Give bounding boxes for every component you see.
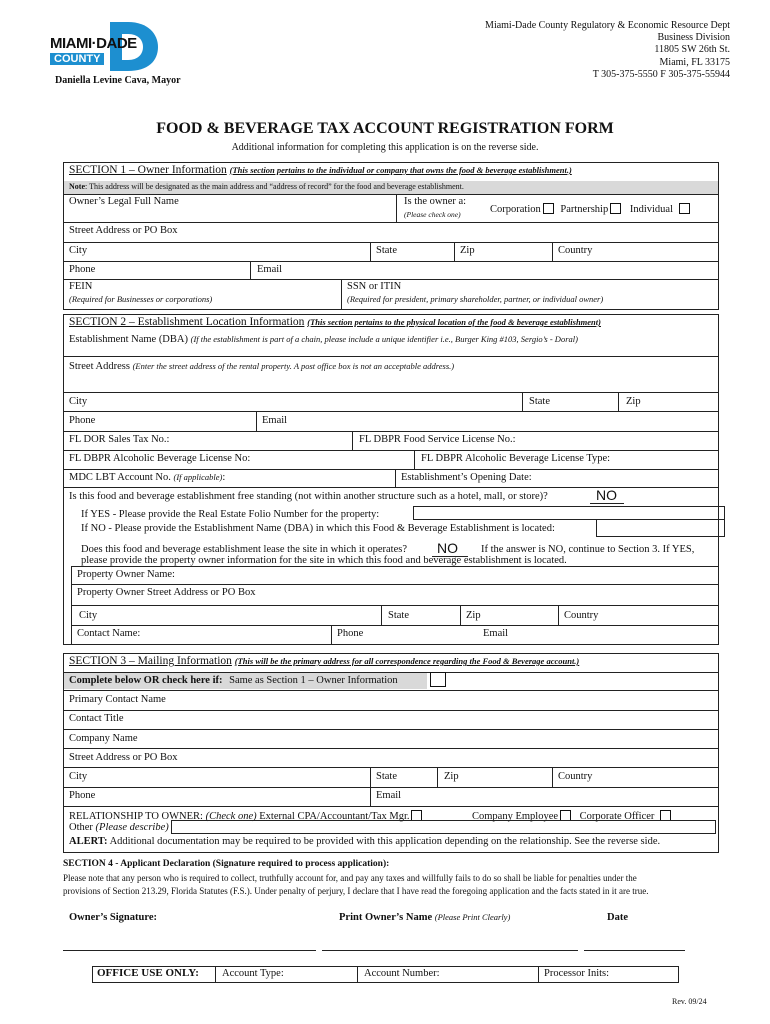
account-number-field[interactable]: Account Number: [364, 968, 440, 979]
same-as-section1 [69, 675, 398, 686]
logo-text-top: MIAMI·DADE [50, 35, 137, 52]
print-name-line[interactable] [322, 950, 578, 951]
lbt-note: (If applicable) [173, 472, 223, 482]
note-text: : This address will be designated as the main address and “address of record” for the food and beverage establishment. [85, 182, 464, 191]
section2-heading-note: (This section pertains to the physical location of the food & beverage establishment) [307, 317, 601, 327]
other-describe-note: (Please describe) [95, 822, 169, 833]
relationship-label: RELATIONSHIP TO OWNER: [69, 811, 203, 822]
processor-inits-field[interactable]: Processor Inits: [544, 968, 610, 979]
individual-checkbox[interactable] [679, 203, 690, 214]
owner-type-options [490, 203, 690, 215]
officer-label: Corporate Officer [579, 811, 655, 822]
office-use-label: OFFICE USE ONLY: [97, 967, 199, 979]
property-owner-country-field[interactable]: Country [564, 610, 599, 621]
owner-country-field[interactable]: Country [558, 245, 593, 256]
lbt-label: MDC LBT Account No. [69, 472, 171, 483]
section3-heading-text: SECTION 3 – Mailing Information [69, 655, 232, 667]
property-owner-city-field[interactable]: City [79, 610, 98, 621]
mailing-country-field[interactable]: Country [558, 771, 593, 782]
owner-type-label: Is the owner a: [404, 196, 467, 207]
section4-text-1: Please note that any person who is required to collect, truthfully account for, and pay any taxes and willfully fails to do so shall be liable for penalties under the [63, 873, 637, 883]
if-no-dba-label: If NO - Please provide the Establishment Name (DBA) in which this Food & Beverage Establishment is located: [81, 523, 555, 534]
owner-email-field[interactable]: Email [257, 264, 283, 275]
property-owner-zip-field[interactable]: Zip [466, 610, 481, 621]
owner-state-field[interactable]: State [376, 245, 397, 256]
other-label: Other [69, 822, 93, 833]
est-street-note: (Enter the street address of the rental property. A post office box is not an acceptable address.) [132, 361, 455, 371]
account-type-field[interactable]: Account Type: [222, 968, 284, 979]
section2-heading [69, 316, 601, 328]
opening-date-field[interactable]: Establishment’s Opening Date: [401, 472, 532, 483]
logo-text-bottom: COUNTY [50, 53, 104, 65]
property-phone-field[interactable]: Phone [337, 628, 364, 639]
property-owner-state-field[interactable]: State [388, 610, 409, 621]
company-name-field[interactable]: Company Name [69, 733, 138, 744]
est-email-field[interactable]: Email [262, 415, 288, 426]
mailing-street-field[interactable]: Street Address or PO Box [69, 752, 178, 763]
dbpr-food-field[interactable]: FL DBPR Food Service License No.: [359, 434, 516, 445]
mailing-email-field[interactable]: Email [376, 790, 402, 801]
mailing-zip-field[interactable]: Zip [444, 771, 459, 782]
revision-label: Rev. 09/24 [672, 997, 707, 1006]
contact-title-field[interactable]: Contact Title [69, 713, 124, 724]
form-title: FOOD & BEVERAGE TAX ACCOUNT REGISTRATION FORM [156, 120, 614, 137]
mailing-city-field[interactable]: City [69, 771, 88, 782]
address-line: Miami-Dade County Regulatory & Economic Resource Dept [485, 20, 730, 31]
department-address [485, 20, 730, 81]
section3-heading [69, 655, 579, 667]
lbt-colon: : [222, 472, 226, 483]
ssn-note: (Required for president, primary shareholder, partner, or individual owner) [347, 294, 604, 304]
freestanding-answer[interactable]: NO [596, 487, 617, 503]
owner-type-note: (Please check one) [404, 210, 461, 219]
lbt-field[interactable] [69, 472, 225, 483]
address-line: 11805 SW 26th St. [654, 44, 730, 56]
property-owner-street-field[interactable]: Property Owner Street Address or PO Box [77, 587, 256, 598]
signature-line[interactable] [63, 950, 316, 951]
est-street-field[interactable] [69, 361, 454, 372]
dba-note: (If the establishment is part of a chain, please include a unique identifier i.e., Burger King #103, Sergio’s - Doral) [190, 334, 578, 344]
print-name-note: (Please Print Clearly) [434, 912, 511, 922]
fein-field[interactable]: FEIN [69, 281, 93, 292]
same-as-label: Same as Section 1 – Owner Information [229, 675, 398, 686]
folio-number-input[interactable] [413, 506, 725, 520]
primary-contact-field[interactable]: Primary Contact Name [69, 694, 166, 705]
dor-tax-field[interactable]: FL DOR Sales Tax No.: [69, 434, 170, 445]
corporation-checkbox[interactable] [543, 203, 554, 214]
alert-label: ALERT: [69, 836, 108, 847]
date-line[interactable] [584, 950, 685, 951]
section1-note [69, 182, 464, 191]
owner-signature-label: Owner’s Signature: [69, 912, 157, 923]
employee-label: Company Employee [472, 811, 559, 822]
est-street-label: Street Address [69, 361, 130, 372]
ssn-field[interactable]: SSN or ITIN [347, 281, 402, 292]
dba-field[interactable] [69, 334, 578, 345]
dbpr-alcohol-field[interactable]: FL DBPR Alcoholic Beverage License No: [69, 453, 251, 464]
if-yes-folio-label: If YES - Please provide the Real Estate Folio Number for the property: [81, 509, 380, 520]
mayor-name: Daniella Levine Cava, Mayor [55, 75, 181, 86]
section3-heading-note: (This will be the primary address for all correspondence regarding the Food & Beverage account.) [234, 656, 580, 666]
fein-note: (Required for Businesses or corporations) [69, 294, 213, 304]
lease-question: Does this food and beverage establishment lease the site in which it operates? [81, 544, 407, 555]
corporation-label: Corporation [490, 204, 541, 215]
section1-heading [69, 164, 572, 176]
same-as-checkbox[interactable] [430, 672, 446, 687]
lease-answer[interactable]: NO [437, 540, 458, 556]
property-owner-name-field[interactable]: Property Owner Name: [77, 569, 175, 580]
section2-heading-text: SECTION 2 – Establishment Location Information [69, 316, 305, 328]
other-describe-input[interactable] [171, 820, 716, 834]
owner-legal-name-field[interactable]: Owner’s Legal Full Name [69, 196, 179, 207]
dbpr-alcohol-type-field[interactable]: FL DBPR Alcoholic Beverage License Type: [421, 453, 611, 464]
est-state-field[interactable]: State [529, 396, 550, 407]
address-line: T 305-375-5550 F 305-375-55944 [592, 68, 730, 80]
print-name-text: Print Owner’s Name [339, 912, 433, 923]
dba-label: Establishment Name (DBA) [69, 334, 188, 345]
partnership-checkbox[interactable] [610, 203, 621, 214]
owner-street-field[interactable]: Street Address or PO Box [69, 225, 178, 236]
partnership-label: Partnership [560, 204, 609, 215]
owner-city-field[interactable]: City [69, 245, 88, 256]
est-zip-field[interactable]: Zip [626, 396, 641, 407]
est-phone-field[interactable]: Phone [69, 415, 96, 426]
est-city-field[interactable]: City [69, 396, 88, 407]
freestanding-question: Is this food and beverage establishment free standing (not within another structure such as a hotel, mall, or store)? [69, 491, 548, 502]
mailing-state-field[interactable]: State [376, 771, 397, 782]
section1-heading-text: SECTION 1 – Owner Information [69, 164, 227, 176]
address-line: Business Division [657, 32, 730, 44]
mailing-phone-field[interactable]: Phone [69, 790, 96, 801]
alert-text: Additional documentation may be required to be provided with this application depending on the relationship. See the reverse side. [109, 836, 661, 847]
other-row [69, 822, 169, 833]
note-label: Note [69, 182, 85, 191]
host-dba-input[interactable] [596, 519, 725, 537]
form-subtitle: Additional information for completing this application is on the reverse side. [231, 142, 539, 153]
owner-zip-field[interactable]: Zip [460, 245, 475, 256]
address-line: Miami, FL 33175 [659, 56, 730, 68]
section4-heading: SECTION 4 - Applicant Declaration (Signature required to process application): [63, 859, 390, 869]
relationship-check-one: (Check one) [205, 811, 257, 822]
individual-label: Individual [629, 204, 673, 215]
lease-note: If the answer is NO, continue to Section 3. If YES, [481, 544, 695, 555]
external-cpa-label: External CPA/Accountant/Tax Mgr. [259, 811, 410, 822]
lease-note-2: please provide the property owner information for the site in which this food and beverage establishment is located. [81, 555, 567, 566]
property-contact-field[interactable]: Contact Name: [77, 628, 141, 639]
date-label: Date [607, 912, 628, 923]
alert-row [69, 836, 660, 847]
section4-text-2: provisions of Section 213.29, Florida Statutes (F.S.). Under penalty of perjury, I declare that I have read the foregoing application and the facts stated in it are true. [63, 886, 649, 896]
complete-below-label: Complete below OR check here if: [69, 675, 223, 686]
section1-heading-note: (This section pertains to the individual or company that owns the food & beverage establishment.) [229, 165, 572, 175]
print-name-label [339, 912, 510, 923]
property-email-field[interactable]: Email [483, 628, 509, 639]
owner-phone-field[interactable]: Phone [69, 264, 96, 275]
